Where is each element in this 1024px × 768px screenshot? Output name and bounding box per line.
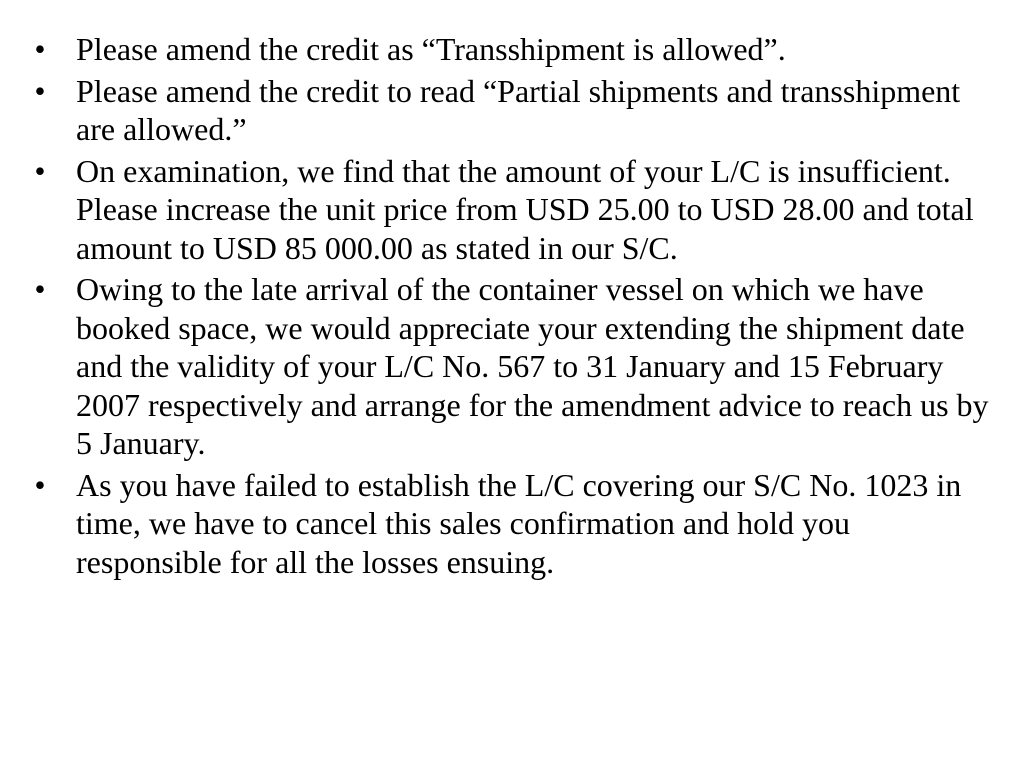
bullet-text: As you have failed to establish the L/C covering our S/C No. 1023 in time, we have to cancel this sales confirmation and hold you responsible for all the losses ensuing. — [76, 466, 962, 580]
bullet-text: On examination, we find that the amount of your L/C is insufficient. Please increase the unit price from USD 25.00 to USD 28.00 and total amount to USD 85 000.00 as stated in our S/C. — [76, 152, 974, 266]
bullet-item-cancel-confirmation — [28, 466, 996, 582]
bullet-text: Please amend the credit as “Transshipment is allowed”. — [76, 31, 786, 67]
bullet-item-increase-amount — [28, 152, 996, 268]
bullet-item-amend-transshipment — [28, 30, 996, 69]
bullet-icon: • — [34, 466, 46, 503]
bullet-item-extend-shipment-date — [28, 270, 996, 463]
bullet-list — [28, 30, 996, 584]
bullet-icon: • — [34, 72, 46, 109]
bullet-icon: • — [34, 31, 46, 67]
bullet-text: Owing to the late arrival of the container vessel on which we have booked space, we would appreciate your extending the shipment date and the validity of your L/C No. 567 to 31 January and 15 February 2007 respectively and arrange for the amendment advice to reach us by 5 January. — [76, 271, 989, 461]
bullet-item-partial-shipments — [28, 72, 996, 149]
bullet-icon: • — [34, 152, 46, 189]
bullet-text: Please amend the credit to read “Partial shipments and transshipment are allowed.” — [76, 72, 961, 147]
bullet-icon: • — [34, 271, 46, 307]
